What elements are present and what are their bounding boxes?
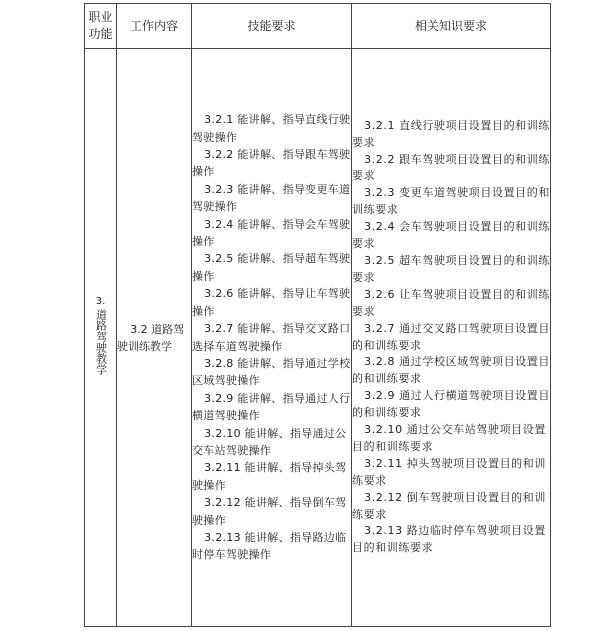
knowledge-item: 3.2.3 变更车道驾驶项目设置目的和训练要求 (352, 186, 550, 217)
function-name: 道路驾驶教学 (94, 309, 108, 375)
skill-item: 3.2.10 能讲解、指导通过公交车站驾驶操作 (192, 426, 347, 457)
work-content-cell (117, 49, 192, 627)
knowledge-item: 3.2.11 掉头驾驶项目设置目的和训练要求 (352, 456, 546, 487)
knowledge-item: 3.2.1 直线行驶项目设置目的和训练要求 (352, 118, 550, 149)
skill-item: 3.2.8 能讲解、指导通过学校区域驾驶操作 (192, 356, 351, 388)
knowledge-item: 3.2.5 超车驾驶项目设置目的和训练要求 (352, 253, 550, 284)
knowledge-item: 3.2.10 通过公交车站驾驶项目设置目的和训练要求 (352, 423, 546, 453)
skills-table (84, 3, 551, 627)
knowledge-item: 3.2.12 倒车驾驶项目设置目的和训练要求 (352, 490, 546, 521)
knowledge-item: 3.2.9 通过人行横道驾驶项目设置目的和训练要求 (352, 389, 550, 420)
header-row (85, 4, 551, 49)
function-number: 3. (95, 296, 106, 307)
skill-item: 3.2.6 能讲解、指导让车驾驶操作 (192, 287, 351, 318)
header-skill-requirements: 技能要求 (192, 4, 352, 49)
knowledge-item: 3.2.6 让车驾驶项目设置目的和训练要求 (352, 287, 550, 318)
skill-item: 3.2.7 能讲解、指导交叉路口选择车道驾驶操作 (192, 322, 351, 353)
skill-item: 3.2.5 能讲解、指导超车驾驶操作 (192, 252, 351, 283)
knowledge-item: 3.2.8 通过学校区域驾驶项目设置目的和训练要求 (352, 355, 550, 386)
skill-item: 3.2.2 能讲解、指导跟车驾驶操作 (192, 148, 351, 179)
header-knowledge-requirements: 相关知识要求 (352, 4, 551, 49)
skill-item: 3.2.1 能讲解、指导直线行驶驾驶操作 (192, 113, 351, 144)
skills-cell (192, 49, 352, 627)
skill-item: 3.2.11 能讲解、指导掉头驾驶操作 (192, 461, 347, 492)
skill-item: 3.2.3 能讲解、指导变更车道驾驶操作 (192, 182, 351, 214)
table-row (85, 49, 551, 627)
function-cell (85, 49, 117, 627)
skill-item: 3.2.13 能讲解、指导路边临时停车驾驶操作 (192, 530, 347, 562)
knowledge-item: 3.2.4 会车驾驶项目设置目的和训练要求 (352, 220, 550, 251)
knowledge-item: 3.2.13 路边临时停车驾驶项目设置目的和训练要求 (352, 524, 546, 555)
skill-item: 3.2.4 能讲解、指导会车驾驶操作 (192, 217, 351, 249)
skill-item: 3.2.12 能讲解、指导倒车驾驶操作 (192, 496, 347, 527)
skill-item: 3.2.9 能讲解、指导通过人行横道驾驶操作 (192, 391, 351, 423)
knowledge-cell (352, 49, 551, 627)
knowledge-list (352, 118, 550, 558)
work-content-text: 3.2 道路驾驶训练教学 (117, 322, 185, 353)
header-work-content: 工作内容 (117, 4, 192, 49)
header-function: 职业功能 (85, 4, 117, 49)
skill-list (192, 111, 351, 564)
knowledge-item: 3.2.7 通过交叉路口驾驶项目设置目的和训练要求 (352, 321, 550, 352)
knowledge-item: 3.2.2 跟车驾驶项目设置目的和训练要求 (352, 152, 550, 183)
